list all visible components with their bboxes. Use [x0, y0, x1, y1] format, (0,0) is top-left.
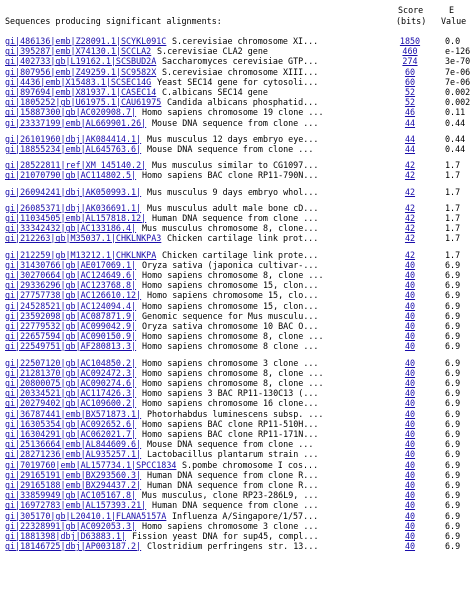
alignment-row [5, 97, 470, 108]
score-link[interactable]: 40 [404, 341, 416, 352]
sequence-id-link[interactable]: gi|897694|emb|X81937.1|CASEC14 [5, 87, 157, 97]
score-link[interactable]: 40 [404, 310, 416, 321]
sequence-description: Homo sapiens chromosome 15, clo... [147, 290, 319, 301]
sequence-id-link[interactable]: gi|16972783|emb|AL157393.21| [5, 500, 147, 511]
alignment-row [5, 429, 467, 439]
sequence-description: Photorhabdus luminescens subsp. ... [147, 408, 324, 419]
score-link[interactable]: 40 [404, 459, 416, 470]
sequence-id-link[interactable]: gi|20279402|gb|AC109600.2| [5, 398, 137, 409]
evalue-text: 6.9 [445, 290, 461, 301]
sequence-description: Homo sapiens chromosome 8, clone ... [142, 331, 324, 342]
score-link[interactable]: 40 [404, 510, 416, 521]
alignment-row [5, 500, 467, 510]
sequence-description: Chicken cartilage link prote... [162, 249, 319, 260]
sequence-id-link[interactable]: gi|212259|gb|M13212.1|CHKLNKPA [5, 249, 157, 260]
sequence-description: Clostridium perfringens str. 13... [147, 541, 319, 552]
evalue-text: 6.9 [445, 367, 461, 378]
evalue-text: 6.9 [445, 398, 461, 409]
score-link[interactable]: 40 [404, 520, 416, 531]
alignment-row [5, 46, 470, 57]
sequence-id-link[interactable]: gi|16305354|gb|AC092652.6| [5, 418, 137, 429]
alignment-row [5, 270, 467, 280]
sequence-description: Homo sapiens chromosome 15, clon... [142, 280, 319, 291]
sequence-description: Homo sapiens chromosome 8, clone ... [142, 378, 324, 388]
sequence-description: Homo sapiens chromosome 16 clone... [142, 398, 319, 409]
sequence-description: Homo sapiens BAC clone RP11-510H... [142, 418, 319, 429]
score-link[interactable]: 44 [404, 117, 416, 128]
sequence-id-link[interactable]: gi|22328991|gb|AC092053.3| [5, 520, 137, 531]
evalue-text: 6.9 [445, 541, 461, 552]
alignment-row [5, 36, 467, 46]
alignment-row [5, 521, 467, 531]
alignment-row [5, 144, 467, 154]
sequence-id-link[interactable]: gi|486136|emb|Z28091.1|SCYKL091C [5, 36, 167, 46]
evalue-text: 6.9 [445, 321, 461, 331]
score-link[interactable]: 60 [404, 76, 416, 87]
score-link[interactable]: 40 [404, 378, 416, 388]
sequence-id-link[interactable]: gi|395287|emb|X74130.1|SCCLA2 [5, 46, 152, 57]
evalue-text: 0.002 [445, 87, 470, 97]
score-link[interactable]: 40 [404, 331, 416, 342]
evalue-text: 6.9 [445, 310, 461, 321]
sequence-id-link[interactable]: gi|29165188|emb|BX294437.2| [5, 480, 142, 490]
alignment-row [5, 490, 467, 500]
value-column-subheader: Value [441, 16, 467, 26]
bits-column-subheader: (bits) [396, 16, 427, 26]
score-link[interactable]: 40 [404, 290, 416, 301]
sequence-description: S.pombe chromosome I cos... [182, 459, 319, 470]
sequence-id-link[interactable]: gi|212263|gb|M35037.1|CHKLNKPA3 [5, 233, 162, 244]
evalue-text: 6.9 [445, 331, 461, 342]
score-link[interactable]: 40 [404, 367, 416, 378]
evalue-text: 6.9 [445, 510, 461, 521]
sequence-id-link[interactable]: gi|22779532|gb|AC099042.9| [5, 321, 137, 331]
sequence-description: Mus musculus similar to CG1097... [152, 160, 319, 171]
sequence-description: Homo sapiens chromosome 3 clone ... [142, 357, 319, 368]
score-link[interactable]: 1850 [399, 36, 421, 46]
sequence-id-link[interactable]: gi|24528521|gb|AC124094.4| [5, 300, 137, 311]
score-link[interactable]: 40 [404, 388, 416, 399]
alignment-row [5, 87, 470, 97]
evalue-text: 6.9 [445, 388, 461, 399]
alignment-row [5, 341, 467, 351]
sequence-id-link[interactable]: gi|33342432|gb|AC133186.4| [5, 223, 137, 234]
results-header [2, 2, 468, 28]
sequence-id-link[interactable]: gi|30270664|gb|AC124649.6| [5, 270, 137, 280]
score-link[interactable]: 42 [404, 186, 416, 197]
sequence-description: C.albicans SEC14 gene [162, 87, 268, 97]
sequence-id-link[interactable]: gi|18146725|dbj|AP003187.2| [5, 541, 142, 552]
score-link[interactable]: 40 [404, 280, 416, 291]
evalue-text: 1.7 [445, 160, 461, 171]
evalue-column-header: E [449, 5, 455, 15]
evalue-text: 6.9 [445, 429, 461, 439]
sequence-id-link[interactable]: gi|23337199|emb|AL669901.26| [5, 117, 147, 128]
sequence-id-link[interactable]: gi|402733|gb|L19162.1|SCSBUD2A [5, 56, 157, 67]
score-link[interactable]: 44 [404, 144, 416, 154]
evalue-text: 1.7 [445, 186, 461, 197]
sequence-id-link[interactable]: gi|18855234|emb|AL645763.6| [5, 144, 142, 154]
score-link[interactable]: 42 [404, 202, 416, 213]
score-link[interactable]: 40 [404, 270, 416, 280]
sequence-description: Homo sapiens chromosome 8 clone ... [142, 341, 319, 352]
evalue-text: 6.9 [445, 469, 461, 480]
score-link[interactable]: 40 [404, 500, 416, 511]
evalue-text: 7e-06 [445, 76, 470, 87]
score-link[interactable]: 40 [404, 259, 416, 270]
sequence-description: Human DNA sequence from clone ... [152, 500, 319, 511]
evalue-text: 6.9 [445, 520, 461, 531]
score-link[interactable]: 40 [404, 490, 416, 501]
alignment-row [5, 311, 467, 321]
sequence-description: Mus musculus adult male bone cD... [147, 202, 319, 213]
evalue-text: 6.9 [445, 378, 461, 388]
alignment-row [5, 66, 470, 77]
alignment-row [5, 378, 467, 388]
sequence-description: Homo sapiens chromosome 8, clone ... [142, 270, 324, 280]
sequence-id-link[interactable]: gi|27757738|gb|AC126610.12| [5, 290, 142, 301]
score-link[interactable]: 40 [404, 480, 416, 490]
sequence-description: Homo sapiens 3 BAC RP11-130C13 (... [142, 388, 319, 399]
sequence-description: Influenza A/Singapore/1/57... [172, 510, 319, 521]
score-link[interactable]: 52 [404, 87, 416, 97]
alignment-row [5, 203, 467, 213]
score-link[interactable]: 40 [404, 429, 416, 439]
sequence-id-link[interactable]: gi|11034505|emb|AL157818.12| [5, 213, 147, 223]
sequence-description: Human DNA sequence from clone R... [147, 469, 319, 480]
sequence-id-link[interactable]: gi|22507120|gb|AC104850.2| [5, 357, 137, 368]
sequence-description: Homo sapiens chromosome 15, clon... [142, 300, 319, 311]
evalue-text: 7e-06 [445, 66, 470, 77]
sequence-description: Genomic sequence for Mus musculu... [142, 310, 319, 321]
evalue-text: 6.9 [445, 280, 461, 291]
score-link[interactable]: 46 [404, 107, 416, 118]
alignment-row [5, 511, 467, 521]
evalue-text: 1.7 [445, 213, 461, 223]
alignment-row [5, 280, 467, 290]
score-link[interactable]: 42 [404, 249, 416, 260]
score-link[interactable]: 40 [404, 408, 416, 419]
alignment-row [5, 470, 467, 480]
sequence-description: Mouse DNA sequence from clone ... [152, 117, 319, 128]
score-link[interactable]: 40 [404, 300, 416, 311]
alignment-row [5, 409, 467, 419]
alignment-row [5, 118, 467, 128]
results-title: Sequences producing significant alignments: [5, 16, 222, 26]
alignment-row [5, 449, 467, 459]
evalue-text: 1.7 [445, 202, 461, 213]
evalue-text: 6.9 [445, 500, 461, 511]
evalue-text: 6.9 [445, 449, 461, 460]
evalue-text: 6.9 [445, 259, 461, 270]
score-link[interactable]: 40 [404, 449, 416, 460]
sequence-description: Homo sapiens chromosome 8, clone ... [142, 367, 324, 378]
score-link[interactable]: 40 [404, 469, 416, 480]
evalue-text: e-126 [445, 46, 470, 57]
evalue-text: 0.0 [445, 36, 461, 46]
sequence-description: Human DNA sequence from clone ... [152, 213, 319, 223]
sequence-id-link[interactable]: gi|36787441|emb|BX571873.1| [5, 408, 142, 419]
alignment-row [5, 541, 467, 551]
alignment-row [5, 321, 467, 331]
evalue-text: 0.44 [445, 144, 466, 154]
sequence-description: Mouse DNA sequence from clone ... [147, 439, 314, 450]
score-link[interactable]: 52 [404, 97, 416, 108]
sequence-id-link[interactable]: gi|22657594|gb|AC090150.9| [5, 331, 137, 342]
alignment-row [5, 76, 470, 87]
alignment-row [5, 531, 467, 541]
sequence-description: S.cerevisiae chromosome XI... [172, 36, 319, 46]
evalue-text: 6.9 [445, 270, 461, 280]
alignment-row [5, 460, 467, 470]
sequence-id-link[interactable]: gi|4436|emb|X15483.1|SCSEC14G [5, 76, 152, 87]
evalue-text: 6.9 [445, 300, 461, 311]
alignment-row [5, 223, 467, 233]
sequence-description: Homo sapiens chromosome 19 clone ... [142, 107, 324, 118]
sequence-id-link[interactable]: gi|21281370|gb|AC092472.3| [5, 367, 137, 378]
sequence-id-link[interactable]: gi|33859949|gb|AC105167.8| [5, 490, 137, 501]
evalue-text: 1.7 [445, 223, 461, 234]
score-link[interactable]: 460 [402, 46, 418, 57]
sequence-description: Mus musculus, clone RP23-286L9, ... [142, 490, 319, 501]
sequence-description: S.cerevisiae CLA2 gene [157, 46, 268, 57]
sequence-description: Homo sapiens chromosome 3 clone ... [142, 520, 319, 531]
sequence-description: Mus musculus chromosome 8, clone... [142, 223, 319, 234]
sequence-description: Human DNA sequence from clone R... [147, 480, 319, 490]
sequence-id-link[interactable]: gi|15887300|gb|AC020908.7| [5, 107, 137, 118]
sequence-id-link[interactable]: gi|1881398|dbj|D63883.1| [5, 531, 127, 541]
sequence-description: Mus musculus 12 days embryo eye... [147, 133, 319, 144]
sequence-id-link[interactable]: gi|26085371|dbj|AK036691.1| [5, 202, 142, 213]
score-column-header: Score [398, 5, 424, 15]
score-link[interactable]: 40 [404, 357, 416, 368]
sequence-id-link[interactable]: gi|29165191|emb|BX293560.3| [5, 469, 142, 480]
sequence-description: Mouse DNA sequence from clone ... [147, 144, 314, 154]
score-link[interactable]: 42 [404, 223, 416, 234]
sequence-description: Yeast SEC14 gene for cytosoli... [157, 76, 319, 87]
alignment-row [5, 233, 467, 243]
alignment-row [5, 187, 467, 197]
evalue-text: 1.7 [445, 233, 461, 244]
sequence-description: Homo sapiens BAC clone RP11-171N... [142, 429, 319, 439]
sequence-description: Oryza sativa (japonica cultivar-... [142, 259, 319, 270]
sequence-description: Fission yeast DNA for sup45, compl... [132, 531, 319, 541]
score-link[interactable]: 274 [402, 56, 418, 67]
evalue-text: 0.002 [445, 97, 470, 108]
alignment-row [5, 398, 467, 408]
score-link[interactable]: 40 [404, 439, 416, 450]
sequence-description: Candida albicans phosphatid... [167, 97, 319, 108]
sequence-description: Mus musculus 9 days embryo whol... [147, 186, 319, 197]
alignment-row [5, 260, 467, 270]
sequence-id-link[interactable]: gi|26094241|dbj|AK050993.1| [5, 186, 142, 197]
sequence-id-link[interactable]: gi|7019760|emb|AL157734.1|SPCC1834 [5, 459, 177, 470]
score-link[interactable]: 40 [404, 418, 416, 429]
alignment-row [5, 331, 467, 341]
alignment-row [5, 368, 467, 378]
evalue-text: 6.9 [445, 490, 461, 501]
alignment-row [5, 419, 467, 429]
sequence-id-link[interactable]: gi|20800075|gb|AC090274.6| [5, 378, 137, 388]
sequence-id-link[interactable]: gi|28522811|ref|XM_145140.2| [5, 160, 147, 171]
score-link[interactable]: 42 [404, 213, 416, 223]
sequence-id-link[interactable]: gi|25136664|emb|AL844609.6| [5, 439, 142, 450]
sequence-description: Oryza sativa chromosome 10 BAC O... [142, 321, 319, 331]
evalue-text: 6.9 [445, 480, 461, 490]
sequence-description: Saccharomyces cerevisiae GTP... [162, 56, 319, 67]
alignment-row [5, 439, 467, 449]
score-link[interactable]: 42 [404, 170, 416, 181]
evalue-text: 6.9 [445, 439, 461, 450]
score-link[interactable]: 40 [404, 531, 416, 541]
score-link[interactable]: 60 [404, 66, 416, 77]
alignment-row [5, 358, 467, 368]
sequence-id-link[interactable]: gi|1805252|gb|U61975.1|CAU61975 [5, 97, 162, 108]
alignment-row [5, 134, 467, 144]
evalue-text: 3e-70 [445, 56, 470, 67]
sequence-id-link[interactable]: gi|29336296|gb|AC123768.8| [5, 280, 137, 291]
score-link[interactable]: 42 [404, 160, 416, 171]
evalue-text: 6.9 [445, 408, 461, 419]
sequence-id-link[interactable]: gi|21070790|gb|AC114802.5| [5, 170, 137, 181]
evalue-text: 6.9 [445, 531, 461, 541]
alignment-row [5, 213, 467, 223]
evalue-text: 0.44 [445, 133, 466, 144]
evalue-text: 0.11 [445, 107, 466, 118]
sequence-id-link[interactable]: gi|305170|gb|L20410.1|FLANA5157A [5, 510, 167, 521]
sequence-id-link[interactable]: gi|31430766|gb|AE017069.1| [5, 259, 137, 270]
sequence-description: S.cerevisiae chromosome XIII... [162, 66, 319, 77]
evalue-text: 6.9 [445, 341, 461, 352]
sequence-id-link[interactable]: gi|16304291|gb|AC062021.7| [5, 429, 137, 439]
evalue-text: 6.9 [445, 418, 461, 429]
sequence-description: Homo sapiens BAC clone RP11-790N... [142, 170, 319, 181]
sequence-id-link[interactable]: gi|23592098|gb|AC087871.9| [5, 310, 137, 321]
alignment-row [5, 107, 467, 117]
alignment-row [5, 480, 467, 490]
alignment-row [5, 56, 470, 67]
sequence-description: Lactobacillus plantarum strain ... [147, 449, 319, 460]
alignment-row [5, 160, 467, 170]
alignment-row [5, 170, 467, 180]
alignment-row [5, 388, 467, 398]
alignment-row [5, 301, 467, 311]
alignment-row [5, 250, 467, 260]
evalue-text: 6.9 [445, 459, 461, 470]
score-link[interactable]: 44 [404, 133, 416, 144]
sequence-id-link[interactable]: gi|28271236|emb|AL935257.1| [5, 449, 142, 460]
sequence-id-link[interactable]: gi|26101960|dbj|AK084414.1| [5, 133, 142, 144]
score-link[interactable]: 42 [404, 233, 416, 244]
score-link[interactable]: 40 [404, 398, 416, 409]
evalue-text: 0.44 [445, 117, 466, 128]
score-link[interactable]: 40 [404, 541, 416, 552]
sequence-id-link[interactable]: gi|20334521|gb|AC117426.3| [5, 388, 137, 399]
evalue-text: 1.7 [445, 249, 461, 260]
evalue-text: 6.9 [445, 357, 461, 368]
evalue-text: 1.7 [445, 170, 461, 181]
sequence-id-link[interactable]: gi|807956|emb|Z49259.1|SC9582X [5, 66, 157, 77]
sequence-id-link[interactable]: gi|22549751|gb|AF280813.3| [5, 341, 137, 352]
alignment-row [5, 290, 467, 300]
sequence-description: Chicken cartilage link prot... [167, 233, 319, 244]
score-link[interactable]: 40 [404, 321, 416, 331]
